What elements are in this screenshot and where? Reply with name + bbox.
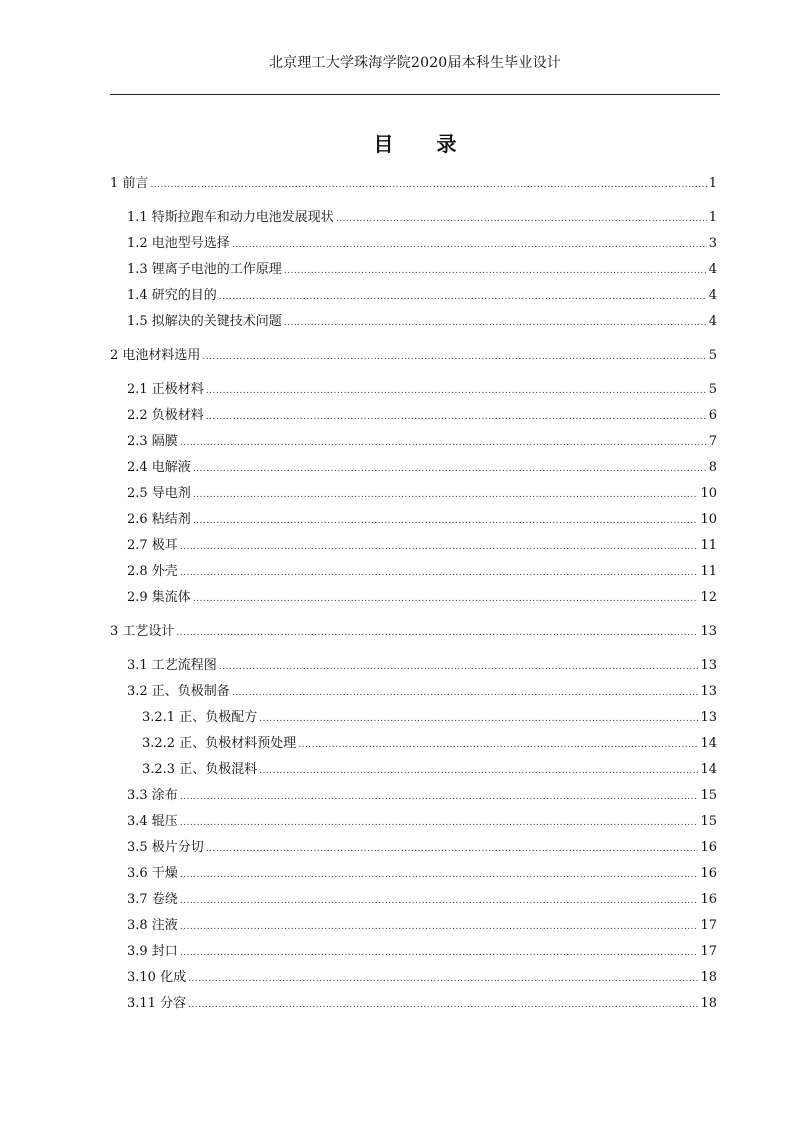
- toc-entry[interactable]: [110, 407, 717, 425]
- toc-entry-page: 10: [700, 512, 717, 527]
- toc-entry[interactable]: [110, 657, 717, 675]
- toc-entry-page: 7: [708, 434, 717, 449]
- toc-leader-dots: [150, 176, 706, 194]
- toc-leader-dots: [259, 710, 698, 728]
- toc-leader-dots: [284, 314, 707, 332]
- toc-entry[interactable]: [110, 969, 717, 987]
- toc-entry-label: 2.6 粘结剂: [127, 512, 191, 527]
- toc-entry-page: 12: [700, 590, 717, 605]
- toc-leader-dots: [219, 658, 699, 676]
- toc-entry-label: 3 工艺设计: [110, 624, 175, 639]
- toc-leader-dots: [284, 262, 707, 280]
- toc-entry[interactable]: [110, 209, 717, 227]
- toc-entry-label: 1.1 特斯拉跑车和动力电池发展现状: [127, 210, 334, 225]
- toc-entry-label: 1.5 拟解决的关键技术问题: [127, 314, 282, 329]
- toc-entry-page: 16: [700, 840, 717, 855]
- toc-leader-dots: [193, 590, 699, 608]
- toc-entry-label: 3.2 正、负极制备: [127, 684, 230, 699]
- toc-entry-page: 5: [708, 382, 717, 397]
- toc-entry-label: 1 前言: [110, 176, 149, 191]
- toc-entry-label: 3.6 干燥: [127, 866, 178, 881]
- toc-entry[interactable]: [110, 891, 717, 909]
- toc-entry-page: 14: [700, 762, 717, 777]
- toc-entry[interactable]: [110, 735, 717, 753]
- toc-entry[interactable]: [110, 761, 717, 779]
- toc-entry[interactable]: [110, 347, 717, 365]
- toc-entry-label: 2.3 隔膜: [127, 434, 178, 449]
- toc-entry[interactable]: [110, 813, 717, 831]
- toc-leader-dots: [232, 684, 699, 702]
- toc-leader-dots: [180, 814, 699, 832]
- toc-entry-page: 13: [700, 710, 717, 725]
- toc-leader-dots: [176, 624, 698, 642]
- toc-entry[interactable]: [110, 381, 717, 399]
- toc-entry-label: 3.1 工艺流程图: [127, 658, 217, 673]
- toc-entry-label: 3.7 卷绕: [127, 892, 178, 907]
- toc-entry[interactable]: [110, 563, 717, 581]
- toc-entry-page: 4: [708, 314, 717, 329]
- toc-entry-label: 2.7 极耳: [127, 538, 178, 553]
- toc-entry-label: 1.2 电池型号选择: [127, 236, 230, 251]
- toc-entry-label: 2.9 集流体: [127, 590, 191, 605]
- toc-leader-dots: [180, 866, 699, 884]
- toc-entry-page: 18: [700, 970, 717, 985]
- toc-entry-label: 2.8 外壳: [127, 564, 178, 579]
- toc-leader-dots: [206, 840, 699, 858]
- toc-entry-label: 1.4 研究的目的: [127, 288, 217, 303]
- toc-entry-label: 3.3 涂布: [127, 788, 178, 803]
- toc-leader-dots: [336, 210, 707, 228]
- toc-entry-page: 16: [700, 866, 717, 881]
- toc-entry[interactable]: [110, 683, 717, 701]
- toc-leader-dots: [188, 996, 698, 1014]
- toc-leader-dots: [180, 564, 699, 582]
- toc-entry-page: 3: [708, 236, 717, 251]
- toc-title: 目 录: [373, 132, 475, 156]
- toc-entry-page: 18: [700, 996, 717, 1011]
- toc-leader-dots: [180, 788, 699, 806]
- toc-leader-dots: [180, 434, 707, 452]
- toc-entry-label: 2.4 电解液: [127, 460, 191, 475]
- running-header: 北京理工大学珠海学院2020届本科生毕业设计: [268, 55, 562, 71]
- toc-entry[interactable]: [110, 943, 717, 961]
- toc-entry-page: 17: [700, 918, 717, 933]
- toc-entry[interactable]: [110, 261, 717, 279]
- toc-leader-dots: [180, 892, 699, 910]
- toc-entry-page: 15: [700, 788, 717, 803]
- toc-entry-label: 3.5 极片分切: [127, 840, 204, 855]
- toc-entry-page: 10: [700, 486, 717, 501]
- toc-entry[interactable]: [110, 537, 717, 555]
- toc-entry[interactable]: [110, 287, 717, 305]
- toc-entry-page: 16: [700, 892, 717, 907]
- toc-entry-page: 13: [700, 658, 717, 673]
- toc-entry[interactable]: [110, 313, 717, 331]
- table-of-contents: [110, 0, 717, 1122]
- toc-entry[interactable]: [110, 839, 717, 857]
- toc-entry-label: 3.2.1 正、负极配方: [142, 710, 258, 725]
- toc-entry[interactable]: [110, 623, 717, 641]
- toc-entry[interactable]: [110, 995, 717, 1013]
- toc-entry[interactable]: [110, 433, 717, 451]
- toc-entry[interactable]: [110, 787, 717, 805]
- toc-entry-page: 13: [700, 684, 717, 699]
- toc-leader-dots: [193, 486, 699, 504]
- toc-entry-page: 15: [700, 814, 717, 829]
- toc-entry-label: 3.11 分容: [127, 996, 187, 1011]
- toc-entry-label: 3.9 封口: [127, 944, 178, 959]
- toc-entry-page: 14: [700, 736, 717, 751]
- toc-leader-dots: [193, 460, 707, 478]
- toc-entry-page: 17: [700, 944, 717, 959]
- toc-entry-page: 8: [708, 460, 717, 475]
- toc-entry-page: 11: [700, 564, 717, 579]
- toc-entry-page: 13: [700, 624, 717, 639]
- toc-entry[interactable]: [110, 459, 717, 477]
- toc-leader-dots: [180, 918, 699, 936]
- toc-entry[interactable]: [110, 709, 717, 727]
- toc-leader-dots: [232, 236, 707, 254]
- toc-entry[interactable]: [110, 485, 717, 503]
- toc-entry[interactable]: [110, 917, 717, 935]
- toc-entry-page: 5: [708, 348, 717, 363]
- toc-entry[interactable]: [110, 511, 717, 529]
- toc-leader-dots: [206, 382, 707, 400]
- toc-leader-dots: [298, 736, 698, 754]
- toc-entry-page: 4: [708, 262, 717, 277]
- toc-entry-label: 2.5 导电剂: [127, 486, 191, 501]
- toc-leader-dots: [180, 944, 699, 962]
- toc-entry[interactable]: [110, 175, 717, 193]
- toc-entry-page: 4: [708, 288, 717, 303]
- toc-entry-label: 1.3 锂离子电池的工作原理: [127, 262, 282, 277]
- toc-entry-label: 3.8 注液: [127, 918, 178, 933]
- toc-entry[interactable]: [110, 589, 717, 607]
- toc-leader-dots: [259, 762, 698, 780]
- toc-entry[interactable]: [110, 235, 717, 253]
- toc-entry[interactable]: [110, 865, 717, 883]
- toc-entry-label: 2.1 正极材料: [127, 382, 204, 397]
- toc-leader-dots: [188, 970, 698, 988]
- toc-leader-dots: [202, 348, 706, 366]
- toc-leader-dots: [180, 538, 699, 556]
- toc-entry-label: 2.2 负极材料: [127, 408, 204, 423]
- toc-entry-label: 2 电池材料选用: [110, 348, 201, 363]
- toc-entry-page: 6: [708, 408, 717, 423]
- toc-entry-label: 3.2.2 正、负极材料预处理: [142, 736, 297, 751]
- toc-entry-label: 3.2.3 正、负极混料: [142, 762, 258, 777]
- toc-leader-dots: [193, 512, 699, 530]
- toc-entry-label: 3.4 辊压: [127, 814, 178, 829]
- toc-leader-dots: [206, 408, 707, 426]
- toc-entry-label: 3.10 化成: [127, 970, 187, 985]
- toc-entry-page: 11: [700, 538, 717, 553]
- toc-leader-dots: [219, 288, 707, 306]
- toc-entry-page: 1: [708, 210, 717, 225]
- toc-entry-page: 1: [708, 176, 717, 191]
